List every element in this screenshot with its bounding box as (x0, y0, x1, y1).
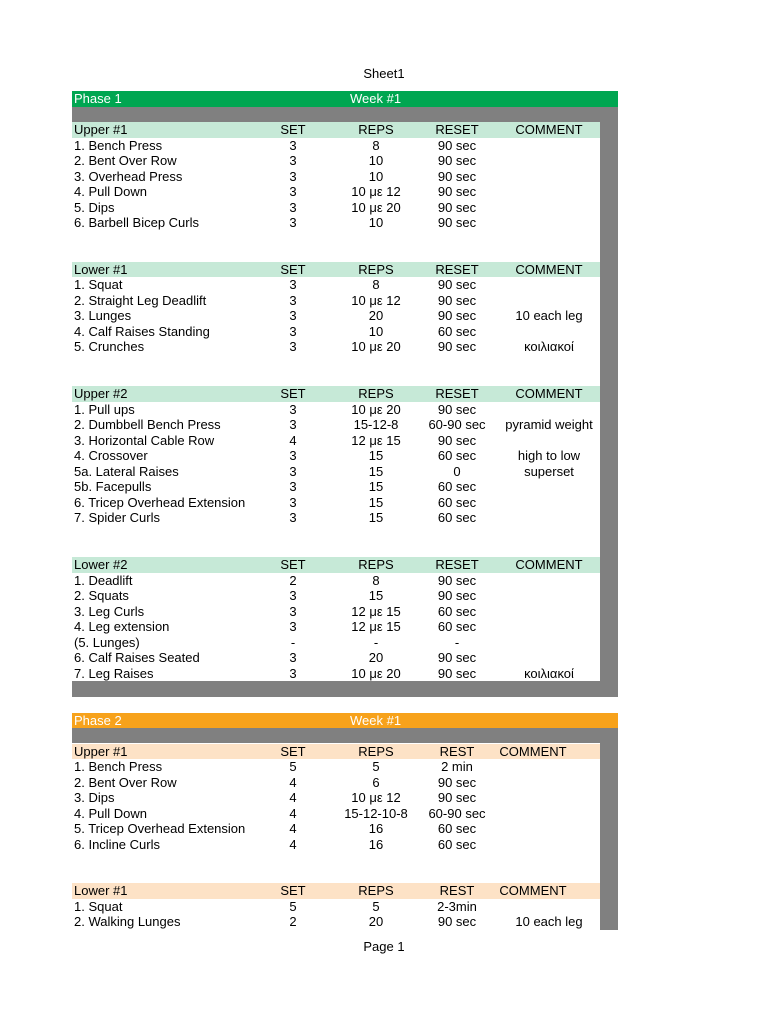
reps-cell: 6 (372, 774, 380, 790)
exercise-name: (5. Lunges) (74, 634, 140, 650)
set-cell: 5 (289, 759, 297, 774)
table-row (72, 433, 600, 449)
table-header (72, 386, 600, 402)
rest-cell: 60 sec (437, 494, 477, 510)
comment-cell: superset (524, 463, 574, 479)
table-row (72, 806, 600, 822)
rest-cell: 90 sec (437, 588, 477, 603)
rest-cell: 90 sec (437, 572, 477, 588)
reps-cell: 8 (372, 277, 380, 292)
set-cell: 3 (289, 588, 297, 603)
table-row (72, 402, 600, 418)
set-cell: 3 (289, 339, 297, 354)
table-row (72, 417, 600, 433)
column-header-comment: COMMENT (515, 122, 583, 137)
phase-1-banner (72, 91, 618, 107)
table-row (72, 200, 600, 216)
table-header (72, 262, 600, 278)
set-cell: 3 (289, 479, 297, 494)
set-cell: - (290, 634, 296, 650)
sheet-title: Sheet1 (363, 66, 405, 81)
exercise-name: 4. Calf Raises Standing (74, 323, 210, 339)
table-row (72, 479, 600, 495)
rest-cell: 60 sec (437, 619, 477, 634)
column-header-comment: COMMENT (515, 261, 583, 277)
rest-cell: 90 sec (437, 339, 477, 354)
column-header-reps: REPS (358, 883, 394, 898)
rest-cell: 90 sec (437, 432, 477, 448)
table-row (72, 759, 600, 775)
column-header-set: SET (280, 122, 306, 137)
table-row (72, 604, 600, 620)
reps-cell: 15 (368, 463, 384, 479)
reps-cell: 16 (368, 821, 384, 836)
reps-cell: 10 με 20 (351, 401, 401, 417)
exercise-name: 6. Incline Curls (74, 836, 160, 852)
column-header-reps: REPS (358, 386, 394, 401)
column-header-set: SET (280, 386, 306, 401)
column-header-set: SET (280, 743, 306, 759)
reps-cell: 10 με 20 (351, 199, 401, 215)
workout-title: Lower #1 (74, 883, 128, 898)
set-cell: 4 (289, 432, 297, 448)
comment-cell: pyramid weight (505, 417, 593, 432)
set-cell: 3 (289, 292, 297, 308)
set-cell: 4 (289, 774, 297, 790)
table-row (72, 324, 600, 340)
column-header-reps: REPS (358, 122, 394, 137)
set-cell: 3 (289, 448, 297, 463)
set-cell: 4 (289, 821, 297, 836)
rest-cell: 60-90 sec (428, 417, 486, 432)
table-row (72, 635, 600, 651)
table-row (72, 914, 600, 930)
exercise-name: 4. Pull Down (74, 184, 147, 199)
reps-cell: 5 (372, 898, 380, 914)
exercise-name: 5a. Lateral Raises (74, 463, 179, 479)
set-cell: 3 (289, 137, 297, 153)
exercise-name: 2. Walking Lunges (74, 914, 181, 929)
table-row (72, 821, 600, 837)
reps-cell: 15-12-8 (353, 417, 399, 432)
table-row (72, 169, 600, 185)
set-cell: 4 (289, 790, 297, 805)
comment-cell: 10 each leg (515, 914, 583, 929)
workout-title: Lower #2 (74, 557, 128, 572)
exercise-name: 1. Deadlift (74, 572, 133, 588)
table-row (72, 184, 600, 200)
exercise-name: 1. Bench Press (74, 759, 163, 774)
column-header-set: SET (280, 261, 306, 277)
sheet-spacer (72, 106, 618, 122)
reps-cell: 15-12-10-8 (344, 805, 408, 821)
rest-cell: 90 sec (437, 401, 477, 417)
rest-cell: 90 sec (437, 790, 477, 805)
reps-cell: 10 με 12 (351, 790, 401, 805)
set-cell: 3 (289, 619, 297, 634)
column-header-comment: COMMENT (515, 386, 583, 401)
table-row (72, 899, 600, 915)
set-cell: 2 (289, 572, 297, 588)
exercise-name: 2. Dumbbell Bench Press (74, 417, 221, 432)
exercise-name: 3. Leg Curls (74, 603, 145, 619)
reps-cell: 15 (368, 479, 384, 494)
table-row (72, 464, 600, 480)
table-row (72, 215, 600, 231)
exercise-name: 5. Dips (74, 199, 115, 215)
workout-title: Upper #1 (74, 743, 128, 759)
column-header-reps: REPS (358, 261, 394, 277)
reps-cell: 15 (368, 588, 384, 603)
workout-title: Upper #1 (74, 122, 128, 137)
table-header (72, 122, 600, 138)
reps-cell: 20 (368, 914, 384, 929)
rest-cell: 60 sec (437, 448, 477, 463)
column-header-comment: COMMENT (515, 557, 583, 572)
rest-cell: 90 sec (437, 153, 477, 168)
exercise-name: 5. Tricep Overhead Extension (74, 821, 246, 836)
set-cell: 3 (289, 153, 297, 168)
rest-cell: 60 sec (437, 323, 477, 339)
week-label: Week #1 (350, 91, 402, 106)
table-row (72, 619, 600, 635)
reps-cell: 10 με 20 (351, 665, 401, 681)
column-header-set: SET (280, 883, 306, 898)
table-row (72, 588, 600, 604)
column-header-rest: RESET (435, 261, 479, 277)
set-cell: 3 (289, 494, 297, 510)
table-row (72, 339, 600, 355)
exercise-name: 3. Horizontal Cable Row (74, 432, 215, 448)
week-label: Week #1 (350, 712, 402, 728)
rest-cell: 90 sec (437, 308, 477, 323)
rest-cell: 90 sec (437, 665, 477, 681)
set-cell: 3 (289, 199, 297, 215)
column-header-reps: REPS (358, 743, 394, 759)
rest-cell: 60-90 sec (428, 805, 486, 821)
table-row (72, 153, 600, 169)
table-header (72, 557, 600, 573)
reps-cell: 15 (368, 448, 384, 463)
set-cell: 4 (289, 836, 297, 852)
set-cell: 3 (289, 463, 297, 479)
table-row (72, 666, 600, 682)
rest-cell: 90 sec (437, 215, 477, 230)
reps-cell: 10 (368, 215, 384, 230)
reps-cell: 10 με 20 (351, 339, 401, 354)
table-row (72, 277, 600, 293)
reps-cell: 10 (368, 153, 384, 168)
set-cell: 4 (289, 805, 297, 821)
column-header-comment: COMMENT (499, 883, 567, 898)
reps-cell: - (373, 634, 379, 650)
rest-cell: 90 sec (437, 137, 477, 153)
reps-cell: 10 (368, 168, 384, 184)
table-row (72, 293, 600, 309)
page-number: Page 1 (363, 939, 405, 954)
column-header-set: SET (280, 557, 306, 572)
rest-cell: 2-3min (437, 898, 477, 914)
exercise-name: 2. Squats (74, 588, 129, 603)
rest-cell: 60 sec (437, 603, 477, 619)
exercise-name: 3. Lunges (74, 308, 132, 323)
exercise-name: 5. Crunches (74, 339, 145, 354)
exercise-name: 2. Bent Over Row (74, 153, 177, 168)
table-row (72, 448, 600, 464)
set-cell: 3 (289, 277, 297, 292)
rest-cell: 90 sec (437, 650, 477, 665)
table-header (72, 744, 600, 760)
set-cell: 3 (289, 308, 297, 323)
column-header-comment: COMMENT (499, 743, 567, 759)
exercise-name: 1. Squat (74, 277, 123, 292)
rest-cell: 90 sec (437, 277, 477, 292)
workout-title: Upper #2 (74, 386, 128, 401)
reps-cell: 16 (368, 836, 384, 852)
column-header-rest: RESET (435, 557, 479, 572)
set-cell: 3 (289, 510, 297, 525)
rest-cell: 60 sec (437, 836, 477, 852)
exercise-name: 6. Tricep Overhead Extension (74, 494, 246, 510)
set-cell: 3 (289, 168, 297, 184)
table-row (72, 510, 600, 526)
rest-cell: 90 sec (437, 199, 477, 215)
rest-cell: - (454, 634, 460, 650)
set-cell: 3 (289, 417, 297, 432)
reps-cell: 12 με 15 (351, 432, 401, 448)
exercise-name: 1. Squat (74, 898, 123, 914)
exercise-name: 7. Leg Raises (74, 665, 154, 681)
exercise-name: 7. Spider Curls (74, 510, 160, 525)
table-row (72, 775, 600, 791)
exercise-name: 4. Pull Down (74, 805, 147, 821)
exercise-name: 4. Crossover (74, 448, 148, 463)
comment-cell: κοιλιακοί (524, 339, 574, 354)
reps-cell: 10 με 12 (351, 292, 401, 308)
table-row (72, 308, 600, 324)
set-cell: 5 (289, 898, 297, 914)
exercise-name: 1. Bench Press (74, 137, 163, 153)
rest-cell: 60 sec (437, 510, 477, 525)
rest-cell: 90 sec (437, 184, 477, 199)
column-header-reps: REPS (358, 557, 394, 572)
reps-cell: 8 (372, 572, 380, 588)
sheet-border-right (600, 728, 618, 930)
reps-cell: 20 (368, 308, 384, 323)
exercise-name: 2. Straight Leg Deadlift (74, 292, 207, 308)
rest-cell: 90 sec (437, 168, 477, 184)
sheet-spacer (72, 728, 618, 743)
reps-cell: 12 με 15 (351, 603, 401, 619)
rest-cell: 2 min (441, 759, 473, 774)
rest-cell: 90 sec (437, 914, 477, 929)
comment-cell: 10 each leg (515, 308, 583, 323)
set-cell: 3 (289, 650, 297, 665)
set-cell: 3 (289, 401, 297, 417)
workout-title: Lower #1 (74, 261, 128, 277)
reps-cell: 10 με 12 (351, 184, 401, 199)
exercise-name: 5b. Facepulls (74, 479, 152, 494)
comment-cell: κοιλιακοί (524, 665, 574, 681)
reps-cell: 5 (372, 759, 380, 774)
phase-label: Phase 2 (74, 712, 122, 728)
phase-2-banner (72, 713, 618, 729)
exercise-name: 1. Pull ups (74, 401, 135, 417)
column-header-rest: RESET (435, 386, 479, 401)
table-row (72, 837, 600, 853)
column-header-rest: REST (439, 743, 475, 759)
phase-label: Phase 1 (74, 91, 122, 106)
set-cell: 3 (289, 184, 297, 199)
set-cell: 3 (289, 665, 297, 681)
table-row (72, 790, 600, 806)
comment-cell: high to low (517, 448, 581, 463)
set-cell: 3 (289, 603, 297, 619)
reps-cell: 20 (368, 650, 384, 665)
table-row (72, 495, 600, 511)
exercise-name: 4. Leg extension (74, 619, 170, 634)
column-header-rest: REST (439, 883, 475, 898)
rest-cell: 60 sec (437, 821, 477, 836)
sheet-spacer (72, 681, 618, 697)
rest-cell: 0 (453, 463, 461, 479)
reps-cell: 15 (368, 494, 384, 510)
set-cell: 3 (289, 323, 297, 339)
rest-cell: 60 sec (437, 479, 477, 494)
exercise-name: 2. Bent Over Row (74, 774, 177, 790)
table-row (72, 650, 600, 666)
exercise-name: 6. Calf Raises Seated (74, 650, 200, 665)
rest-cell: 90 sec (437, 774, 477, 790)
column-header-rest: RESET (435, 122, 479, 137)
rest-cell: 90 sec (437, 292, 477, 308)
reps-cell: 8 (372, 137, 380, 153)
table-row (72, 138, 600, 154)
reps-cell: 12 με 15 (351, 619, 401, 634)
table-row (72, 573, 600, 589)
exercise-name: 3. Overhead Press (74, 168, 183, 184)
exercise-name: 3. Dips (74, 790, 115, 805)
reps-cell: 15 (368, 510, 384, 525)
reps-cell: 10 (368, 323, 384, 339)
table-header (72, 883, 600, 899)
exercise-name: 6. Barbell Bicep Curls (74, 215, 199, 230)
sheet-border-right (600, 106, 618, 697)
set-cell: 3 (289, 215, 297, 230)
set-cell: 2 (289, 914, 297, 929)
